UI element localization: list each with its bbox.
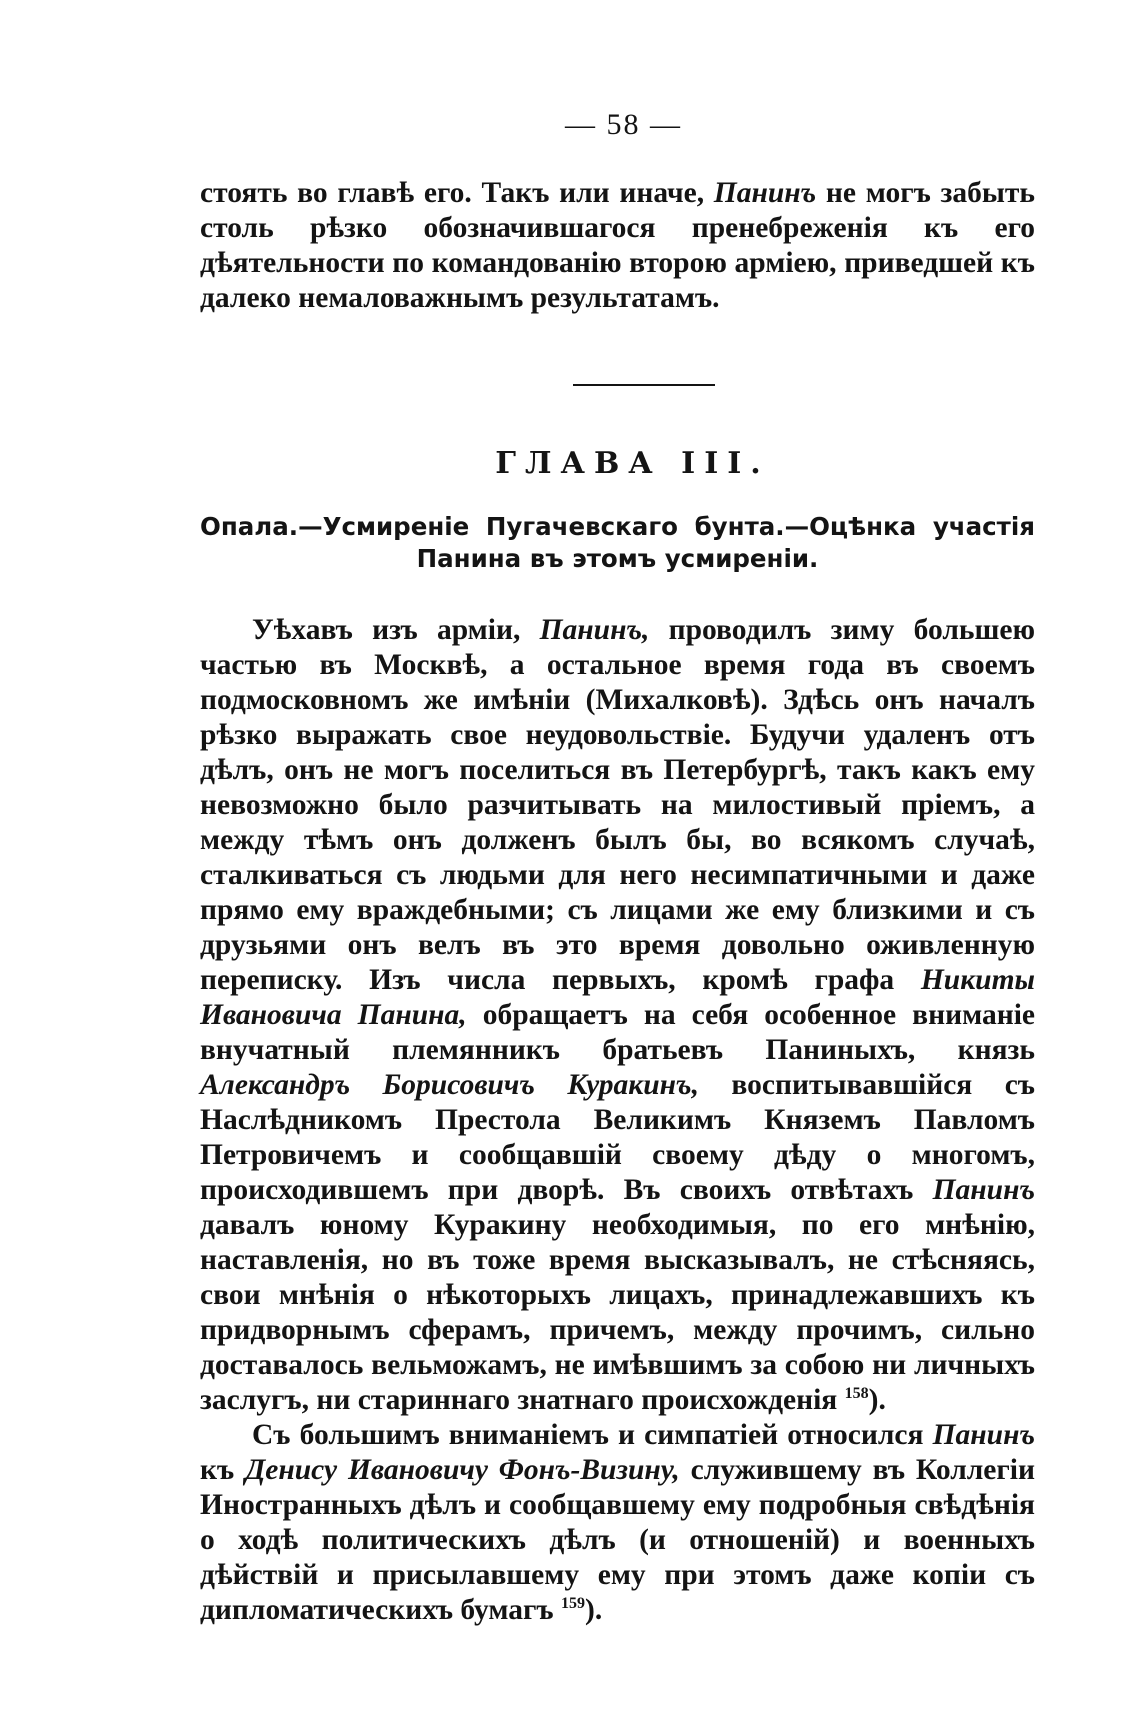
footnote-ref-158: 158 (844, 1385, 869, 1403)
name-panin: Панинъ (713, 177, 817, 209)
body-paragraph-2: Съ большимъ вниманіемъ и симпатіей относился Панинъ къ Денису Ивановичу Фонъ-Визину, служившему въ Коллегіи Иностранныхъ дѣлъ и сообщавшему ему подробныя свѣдѣнія о ходѣ политическихъ дѣлъ (и отношеній) и военныхъ дѣйствій и присылавшему ему при этомъ даже копіи съ дипломатическихъ бумагъ $^{159}$). (200, 1419, 1035, 1626)
chapter-subtitle: Опала.—Усмиреніе Пугачевскаго бунта.—Оцѣнка участія Панина въ этомъ усмиреніи. (200, 512, 1035, 573)
body-paragraph-1: Уѣхавъ изъ арміи, Панинъ, проводилъ зиму большею частью въ Москвѣ, а остальное время года въ своемъ подмосковномъ же имѣніи (Михалковѣ). Здѣсь онъ началъ рѣзко выражать свое неудовольствіе. Будучи удаленъ отъ дѣлъ, онъ не могъ поселиться въ Петербургѣ, такъ какъ ему невозможно было разчитывать на милостивый пріемъ, а между тѣмъ онъ долженъ былъ бы, во всякомъ случаѣ, сталкиваться съ людьми для него несимпатичными и даже прямо ему враждебными; съ лицами же ему близкими и съ друзьями онъ велъ въ это время довольно оживленную переписку. Изъ числа первыхъ, кромѣ графа Никиты Ивановича Панина, обращаетъ на себя особенное вниманіе внучатный племянникъ братьевъ Паниныхъ, князь Александръ Борисовичъ Куракинъ, воспитывавшійся съ Наслѣдникомъ Престола Великимъ Княземъ Павломъ Петровичемъ и сообщавшій своему дѣду о многомъ, происходившемъ при дворѣ. Въ своихъ отвѣтахъ Панинъ давалъ юному Куракину необходимыя, по его мнѣнію, наставленія, но въ тоже время высказывалъ, не стѣсняясь, свои мнѣнія о нѣкоторыхъ лицахъ, принадлежавшихъ къ придворнымъ сферамъ, причемъ, между прочимъ, сильно доставалось вельможамъ, не имѣвшимъ за собою ни личныхъ заслугъ, ни стариннаго знатнаго происхожденія $^{158}$). (200, 614, 1036, 1416)
page-number: — 58 — (565, 108, 682, 141)
section-divider (573, 384, 715, 386)
book-page (200, 108, 1035, 1628)
footnote-ref-159: 159 (561, 1595, 586, 1613)
intro-paragraph: стоять во главѣ его. Такъ или иначе, Панинъ не могъ забыть столь рѣзко обозначившагося пренебреженія къ его дѣятельности по командованію второю арміею, приведшей къ далеко немаловажнымъ результатамъ. (200, 177, 1035, 314)
chapter-title: ГЛАВА III. (495, 446, 770, 481)
